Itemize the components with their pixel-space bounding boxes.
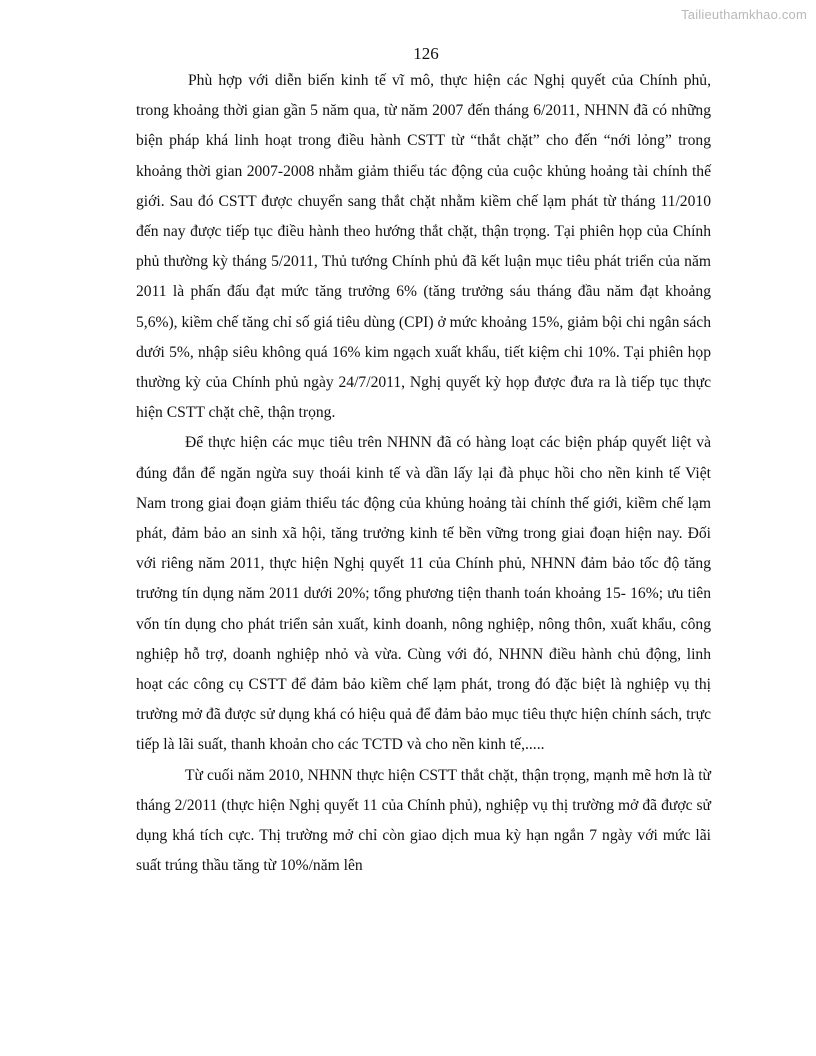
paragraph-1: Phù hợp với diễn biến kinh tế vĩ mô, thực hiện các Nghị quyết của Chính phủ, trong khoảng thời gian gần 5 năm qua, từ năm 2007 đến tháng 6/2011, NHNN đã có những biện pháp khá linh hoạt trong điều hành CSTT từ “thắt chặt” cho đến “nới lỏng” trong khoảng thời gian 2007-2008 nhằm giảm thiểu tác động của cuộc khủng hoảng tài chính thế giới. Sau đó CSTT được chuyển sang thắt chặt nhằm kiềm chế lạm phát từ tháng 11/2010 đến nay được tiếp tục điều hành theo hướng thắt chặt, thận trọng. Tại phiên họp của Chính phủ thường kỳ tháng 5/2011, Thủ tướng Chính phủ đã kết luận mục tiêu phát triển của năm 2011 là phấn đấu đạt mức tăng trưởng 6% (tăng trưởng sáu tháng đầu năm đạt khoảng 5,6%), kiềm chế tăng chỉ số giá tiêu dùng (CPI) ở mức khoảng 15%, giảm bội chi ngân sách dưới 5%, nhập siêu không quá 16% kim ngạch xuất khẩu, tiết kiệm chi 10%. Tại phiên họp thường kỳ của Chính phủ ngày 24/7/2011, Nghị quyết kỳ họp được đưa ra là tiếp tục thực hiện CSTT chặt chẽ, thận trọng. — [136, 72, 711, 422]
page-number: 126 — [413, 44, 439, 63]
paragraph-3: Từ cuối năm 2010, NHNN thực hiện CSTT thắt chặt, thận trọng, mạnh mẽ hơn là từ tháng 2/2011 (thực hiện Nghị quyết 11 của Chính phủ), nghiệp vụ thị trường mở đã được sử dụng khá tích cực. Thị trường mở chỉ còn giao dịch mua kỳ hạn ngắn 7 ngày với mức lãi suất trúng thầu tăng từ 10%/năm lên — [136, 766, 711, 875]
watermark-text: Tailieuthamkhao.com — [681, 7, 807, 22]
paragraph-2: Để thực hiện các mục tiêu trên NHNN đã có hàng loạt các biện pháp quyết liệt và đúng đắn để ngăn ngừa suy thoái kinh tế và dần lấy lại đà phục hồi cho nền kinh tế Việt Nam trong giai đoạn giảm thiểu tác động của khủng hoảng tài chính thế giới, kiềm chế lạm phát, đảm bảo an sinh xã hội, tăng trưởng kinh tế bền vững trong giai đoạn hiện nay. Đối với riêng năm 2011, thực hiện Nghị quyết 11 của Chính phủ, NHNN đảm bảo tốc độ tăng trưởng tín dụng năm 2011 dưới 20%; tổng phương tiện thanh toán khoảng 15- 16%; ưu tiên vốn tín dụng cho phát triển sản xuất, kinh doanh, nông nghiệp, nông thôn, xuất khẩu, công nghiệp hỗ trợ, doanh nghiệp nhỏ và vừa. Cùng với đó, NHNN điều hành chủ động, linh hoạt các công cụ CSTT để đảm bảo kiềm chế lạm phát, trong đó đặc biệt là nghiệp vụ thị trường mở đã được sử dụng khá có hiệu quả để đảm bảo mục tiêu thực hiện chính sách, trực tiếp là lãi suất, thanh khoản cho các TCTD và cho nền kinh tế,..... — [136, 434, 711, 754]
document-body — [136, 66, 711, 881]
